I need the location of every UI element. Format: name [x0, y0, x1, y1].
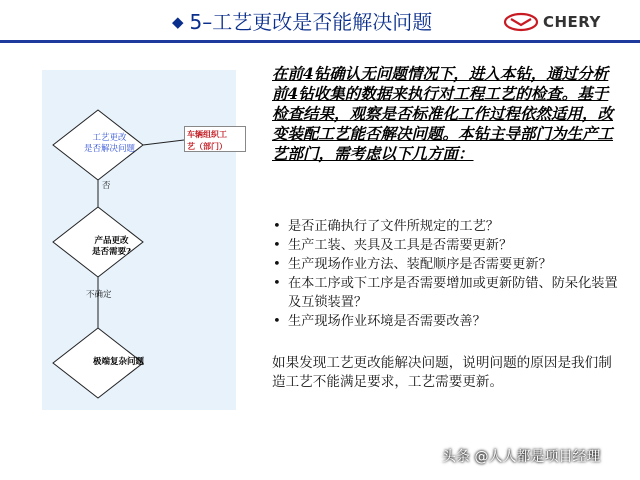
intro-paragraph: 在前4钻确认无问题情况下，进入本钻，通过分析前4钻收集的数据来执行对工程工艺的检查。基于检查结果，观察是否标准化工作过程依然适用，改变装配工艺能否解决问题。本钻主导部门为生产工艺部门，需考虑以下几方面： [272, 64, 614, 163]
list-item: • 生产现场作业方法、装配顺序是否需要更新？ [272, 255, 622, 274]
header-divider [0, 40, 640, 43]
chery-emblem-icon [503, 12, 539, 32]
connector-to-side [143, 140, 184, 145]
flowchart-graphic [42, 70, 252, 415]
responsible-dept-box: 车辆组织工 艺（部门） [184, 126, 246, 152]
list-item: • 生产工装、夹具及工具是否需要更新？ [272, 236, 622, 255]
slide-header [0, 0, 640, 40]
slide-title-text: 5–工艺更改是否能解决问题 [189, 10, 433, 34]
branch-label-unsure: 不确定 [86, 290, 112, 300]
list-item: • 在本工序或下工序是否需要增加或更新防错、防呆化装置及互锁装置？ [272, 274, 622, 312]
decision-1-label: 工艺更改 是否解决问题 [84, 133, 136, 154]
branch-label-no: 否 [102, 181, 111, 191]
checklist [272, 217, 622, 331]
diamond-bullet-icon: ◆ [172, 13, 184, 31]
slide-title [172, 6, 432, 35]
conclusion-paragraph: 如果发现工艺更改能解决问题，说明问题的原因是我们制造工艺不能满足要求，工艺需要更新。 [272, 355, 612, 390]
list-item: • 生产现场作业环境是否需要改善？ [272, 312, 622, 331]
decision-2-label: 产品更改 是否需要? [92, 236, 131, 257]
watermark-text: 头条 @人人都是项目经理 [442, 449, 601, 465]
chery-logo [503, 12, 633, 32]
list-item: • 是否正确执行了文件所规定的工艺？ [272, 217, 622, 236]
decision-3-label: 极端复杂问题 [93, 357, 145, 367]
logo-wordmark: CHERY [543, 13, 601, 31]
